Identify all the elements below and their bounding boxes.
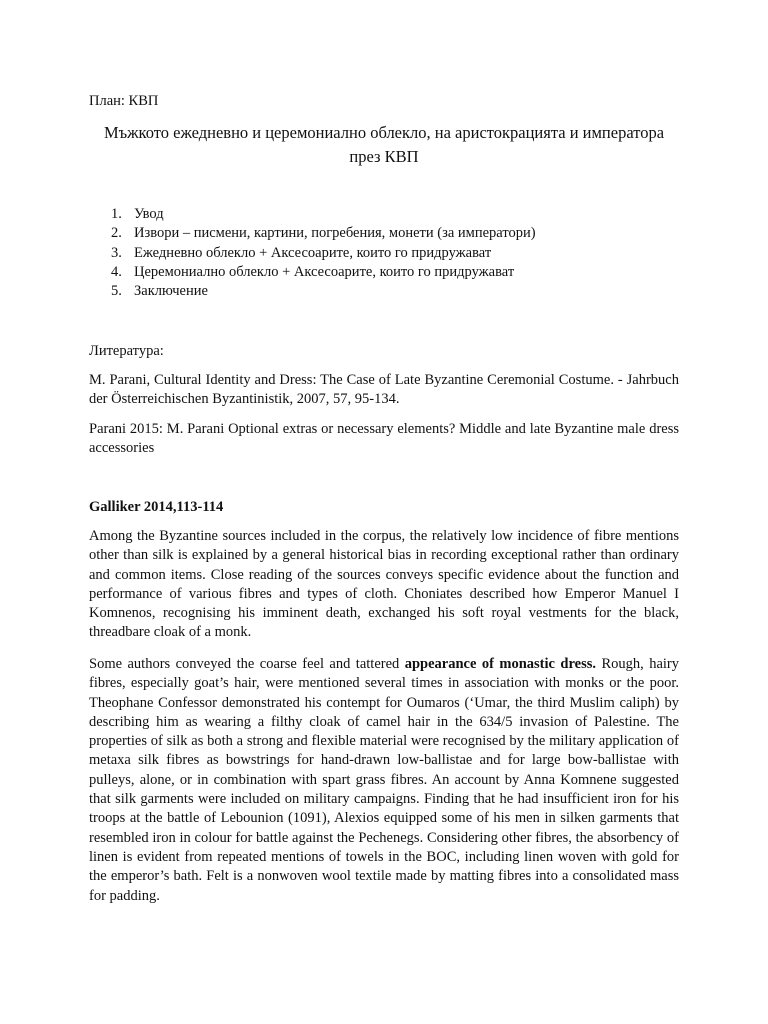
outline-item bbox=[89, 224, 536, 243]
body-paragraph bbox=[89, 655, 679, 906]
outline-item bbox=[89, 282, 536, 301]
outline-item-number: 2. bbox=[111, 225, 122, 242]
outline-item-number: 4. bbox=[111, 263, 122, 280]
outline-item-text: Заключение bbox=[134, 283, 208, 300]
reference-entry: M. Parani, Cultural Identity and Dress: The Case of Late Byzantine Ceremonial Costume. - Jahrbuch der Österreichischen Byzantinistik, 2007, 57, 95-134. bbox=[89, 372, 679, 408]
outline-item bbox=[89, 263, 536, 282]
plan-label: План: КВП bbox=[89, 93, 159, 109]
outline-item-number: 1. bbox=[111, 206, 122, 222]
outline-item-text: Извори – писмени, картини, погребения, монети (за императори) bbox=[134, 225, 536, 242]
outline-item bbox=[89, 244, 536, 263]
paragraph-rest-text: Rough, hairy fibres, especially goat’s hair, were mentioned several times in association with monks or the poor. Theophane Confessor demonstrated his contempt for Oumaros (‘Umar, the third Muslim caliph) by describing him as wearing a filthy cloak of camel hair in the 634/5 invasion of Palestine. The properties of silk as both a strong and flexible material were recognised by the military application of metaxa silk fibres as bowstrings for hand-drawn low-ballistae and for large bow-ballistae with pulleys, alone, or in combination with spart grass fibres. An account by Anna Komnene suggested that silk garments were included on military campaigns. Finding that he had insufficient iron for his troops at the battle of Lebounion (1091), Alexios equipped some of his men in silken garments that resembled iron in colour for battle against the Pechenegs. Considering other fibres, the absorbency of linen is evident from repeated mentions of towels in the BOC, including linen woven with gold for the emperor’s bath. Felt is a nonwoven wool textile made by matting fibres into a consolidated mass for padding. bbox=[89, 656, 679, 904]
outline-item-number: 5. bbox=[111, 283, 122, 300]
paragraph-lead-text: Some authors conveyed the coarse feel and tattered bbox=[89, 656, 405, 672]
paragraph-bold-text: appearance of monastic dress. bbox=[404, 656, 597, 672]
outline-item-number: 3. bbox=[111, 244, 122, 261]
document-title: Мъжкото ежедневно и церемониално облекло, на аристокрацията и императора през КВП bbox=[103, 123, 665, 166]
outline-item-text: Ежедневно облекло + Аксесоарите, които го придружават bbox=[134, 244, 492, 261]
outline-item-text: Церемониално облекло + Аксесоарите, които го придружават bbox=[134, 263, 515, 280]
outline-item bbox=[89, 205, 536, 224]
reference-entry: Parani 2015: M. Parani Optional extras or necessary elements? Middle and late Byzantine male dress accessories bbox=[89, 421, 679, 457]
literature-heading: Литература: bbox=[89, 343, 164, 359]
outline-item-text: Увод bbox=[134, 206, 164, 222]
outline-list bbox=[89, 205, 536, 301]
body-paragraph: Among the Byzantine sources included in the corpus, the relatively low incidence of fibre mentions other than silk is explained by a general historical bias in recording exceptional rather than ordinary and common items. Close reading of the sources conveys specific evidence about the function and performance of various fibres and types of cloth. Choniates described how Emperor Manuel I Komnenos, recognising his imminent death, exchanged his soft royal vestments for the black, threadbare cloak of a monk. bbox=[89, 528, 679, 641]
section-heading: Galliker 2014,113-114 bbox=[89, 499, 224, 515]
